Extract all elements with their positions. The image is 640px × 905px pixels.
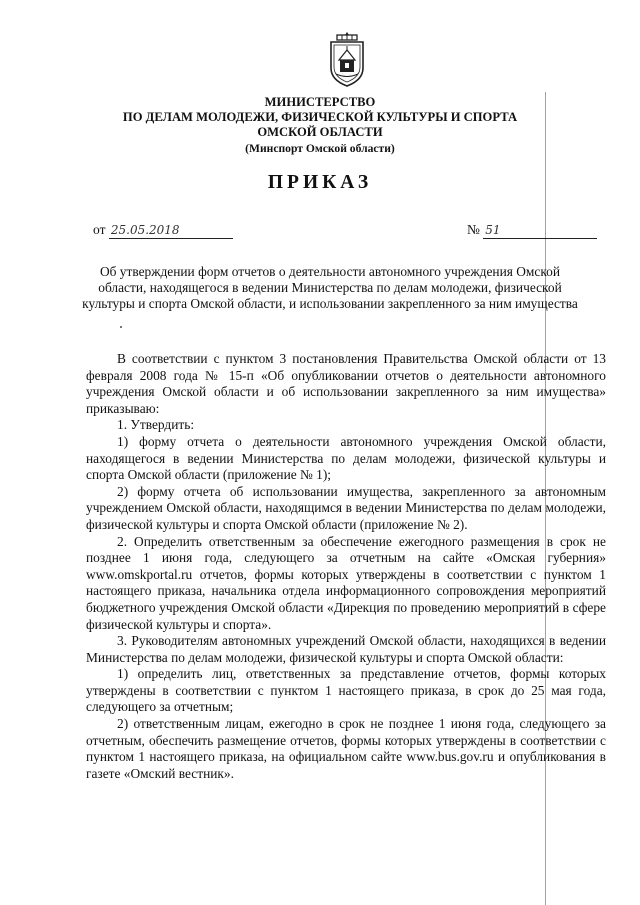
paragraph: 2) ответственным лицам, ежегодно в срок не позднее 1 июня года, следующего за отчетным, обеспечить размещение отчетов, формы которых утверждены в соответствии с пунктом 1 настоящего приказа, на официальном сайте www.bus.gov.ru и опубликования в газете «Омский вестник». [86, 716, 606, 781]
document-subject: Об утверждении форм отчетов о деятельности автономного учреждения Омской области, находящегося в ведении Министерства по делам молодежи, физической культуры и спорта Омской области, и использовании закрепленного за ним имущества [82, 264, 578, 311]
document-title: ПРИКАЗ [267, 172, 373, 193]
ministry-name-line2: ПО ДЕЛАМ МОЛОДЕЖИ, ФИЗИЧЕСКОЙ КУЛЬТУРЫ И СПОРТА [122, 110, 518, 124]
paragraph: 2) форму отчета об использовании имущества, закрепленного за автономным учреждением Омской области, находящимся в ведении Министерства по делам молодежи, физической культуры и спорта Омской области (приложение № 2). [86, 483, 606, 532]
coat-of-arms-emblem [327, 30, 367, 88]
paragraph: 1. Утвердить: [117, 417, 195, 433]
ministry-name-line1: МИНИСТЕРСТВО [264, 95, 376, 109]
document-number [467, 222, 597, 239]
document-body [86, 351, 606, 782]
paragraph: 2. Определить ответственным за обеспечение ежегодного размещения в срок не позднее 1 июня года, следующего за отчетным на сайте «Омская губерния» www.omskportal.ru отчетов, формы которых утверждены в соответствии с пунктом 1 настоящего приказа, начальника отдела информационного сопровождения мероприятий бюджетного учреждения Омской области «Дирекция по проведению мероприятий в сфере физической культуры и спорта». [86, 533, 606, 632]
number-prefix: № [467, 222, 480, 237]
document-date [93, 222, 233, 239]
paragraph: 3. Руководителям автономных учреждений Омской области, находящихся в ведении Министерства по делам молодежи, физической культуры и спорта Омской области: [86, 633, 606, 665]
paragraph: 1) форму отчета о деятельности автономного учреждения Омской области, находящегося в ведении Министерства по делам молодежи, физической культуры и спорта Омской области (приложение № 1); [86, 433, 606, 483]
scan-speck [120, 326, 122, 328]
paragraph: 1) определить лиц, ответственных за представление отчетов, формы которых утверждены в соответствии с пунктом 1 настоящего приказа, в срок до 25 мая года, следующего за отчетным; [86, 666, 606, 715]
paragraph: В соответствии с пунктом 3 постановления Правительства Омской области от 13 февраля 2008 года № 15-п «Об опубликовании отчетов о деятельности автономного учреждения Омской области и об использовании закрепленного за ним имущества» приказываю: [86, 351, 606, 416]
date-prefix: от [93, 222, 106, 237]
ministry-name-line3: ОМСКОЙ ОБЛАСТИ [257, 125, 383, 139]
ministry-short-name: (Минспорт Омской области) [245, 142, 395, 155]
number-value: 51 [483, 222, 597, 239]
date-value: 25.05.2018 [109, 222, 233, 239]
